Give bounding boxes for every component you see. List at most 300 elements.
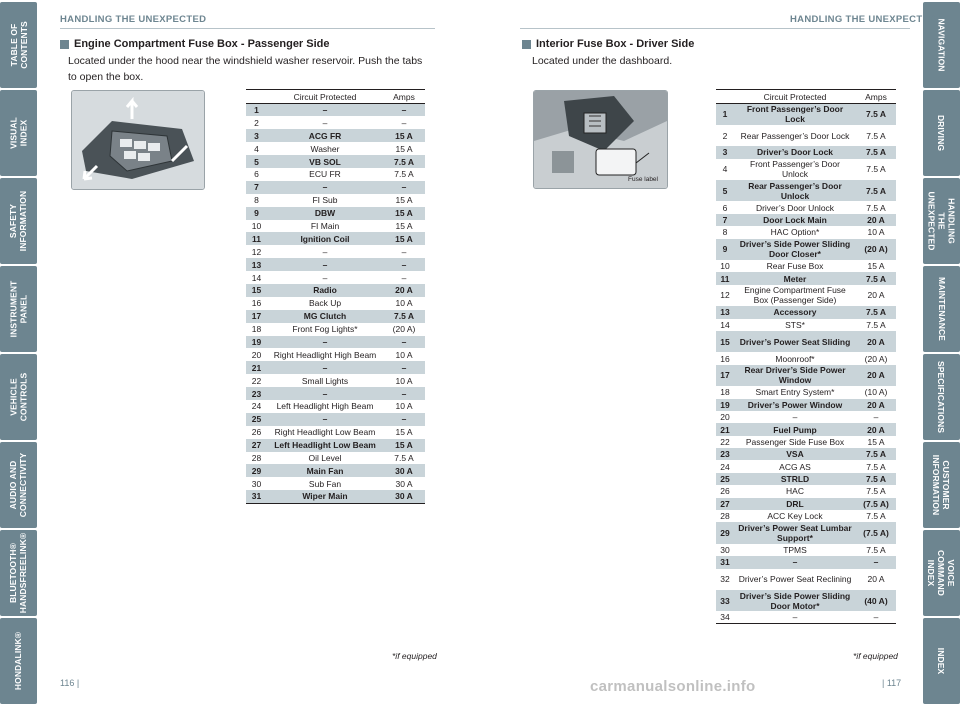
engine-fuse-box-photo bbox=[71, 90, 205, 190]
engine-fuse-table bbox=[246, 89, 425, 504]
circuit-name: MG Clutch bbox=[267, 310, 383, 323]
circuit-name: Passenger Side Fuse Box bbox=[745, 436, 845, 447]
table-row bbox=[246, 348, 425, 361]
table-row bbox=[716, 104, 896, 125]
fuse-number: 6 bbox=[722, 202, 728, 213]
circuit-name: Driver’s Side Power Sliding Door Closer* bbox=[734, 239, 856, 260]
circuit-name: Accessory bbox=[734, 306, 856, 318]
tab-safety-information[interactable]: SAFETY INFORMATION bbox=[0, 178, 37, 264]
circuit-name: – bbox=[267, 413, 383, 426]
interior-fuse-table-body bbox=[716, 104, 896, 624]
amps-value: 20 A bbox=[856, 365, 896, 386]
fuse-number: 23 bbox=[716, 448, 734, 460]
amps-value: 7.5 A bbox=[856, 146, 896, 158]
fuse-number: 29 bbox=[716, 522, 734, 543]
table-row bbox=[246, 297, 425, 310]
amps-value: 7.5 A bbox=[866, 486, 886, 497]
circuit-name: Door Lock Main bbox=[734, 214, 856, 226]
amps-value: 30 A bbox=[383, 464, 425, 477]
left-section-title bbox=[60, 38, 330, 50]
circuit-name: Driver’s Door Lock bbox=[734, 146, 856, 158]
amps-value: – bbox=[383, 413, 425, 426]
amps-value: 15 A bbox=[383, 439, 425, 452]
table-row bbox=[246, 400, 425, 413]
right-tab-strip bbox=[923, 0, 960, 703]
amps-value: 7.5 A bbox=[866, 130, 886, 141]
dashboard-fuse-illustration bbox=[534, 91, 667, 188]
fuse-number: 30 bbox=[251, 478, 262, 489]
table-row bbox=[246, 142, 425, 155]
fuse-number: 25 bbox=[246, 413, 267, 426]
left-section-title-text: Engine Compartment Fuse Box - Passenger Side bbox=[74, 38, 330, 50]
fuse-number: 4 bbox=[254, 143, 259, 154]
fuse-number: 23 bbox=[246, 387, 267, 400]
circuit-name: Driver’s Door Unlock bbox=[755, 202, 835, 213]
amps-value: (20 A) bbox=[392, 324, 416, 335]
circuit-name: Meter bbox=[734, 272, 856, 284]
amps-value: 15 A bbox=[395, 143, 413, 154]
table-row bbox=[246, 181, 425, 194]
table-row bbox=[246, 155, 425, 168]
fuse-number: 24 bbox=[720, 461, 730, 472]
circuit-name: ACC Key Lock bbox=[767, 511, 823, 522]
circuit-name: ACG AS bbox=[779, 461, 811, 472]
table-row bbox=[716, 239, 896, 260]
amps-value: 7.5 A bbox=[866, 511, 886, 522]
table-row bbox=[246, 271, 425, 284]
circuit-name: VB SOL bbox=[267, 155, 383, 168]
amps-value: 7.5 A bbox=[866, 461, 886, 472]
table-row bbox=[246, 413, 425, 426]
table-row bbox=[716, 260, 896, 272]
circuit-name: – bbox=[267, 336, 383, 349]
fuse-number: 20 bbox=[720, 412, 730, 423]
amps-value: 15 A bbox=[383, 129, 425, 142]
interior-fuse-table bbox=[716, 89, 896, 624]
table-row bbox=[716, 159, 896, 180]
circuit-name: – bbox=[267, 104, 383, 117]
tab-voice-command-index[interactable]: VOICE COMMAND INDEX bbox=[923, 530, 960, 616]
amps-value: – bbox=[383, 181, 425, 194]
table-row bbox=[246, 220, 425, 233]
circuit-name: Sub Fan bbox=[308, 478, 342, 489]
circuit-name: HAC Option* bbox=[770, 227, 820, 238]
table-row bbox=[716, 498, 896, 510]
fuse-number: 4 bbox=[722, 164, 728, 175]
table-row bbox=[716, 399, 896, 411]
circuit-name: Right Headlight Low Beam bbox=[274, 427, 376, 438]
table-row bbox=[716, 436, 896, 448]
table-row bbox=[246, 258, 425, 271]
circuit-name: Rear Fuse Box bbox=[766, 261, 824, 272]
fuse-number: 22 bbox=[251, 375, 262, 386]
tab-vehicle-controls[interactable]: VEHICLE CONTROLS bbox=[0, 354, 37, 440]
amps-value: 30 A bbox=[383, 490, 425, 503]
table-row bbox=[246, 477, 425, 490]
circuit-name: – bbox=[322, 246, 328, 257]
section-bullet-icon bbox=[60, 40, 69, 49]
circuit-name: FI Main bbox=[310, 220, 340, 231]
tab-navigation[interactable]: NAVIGATION bbox=[923, 2, 960, 88]
fuse-number: 29 bbox=[246, 464, 267, 477]
circuit-name: – bbox=[734, 611, 856, 623]
circuit-name: Main Fan bbox=[267, 464, 383, 477]
table-row bbox=[716, 180, 896, 201]
amps-value: 7.5 A bbox=[866, 164, 886, 175]
fuse-number: 26 bbox=[720, 486, 730, 497]
fuse-number: 3 bbox=[246, 129, 267, 142]
circuit-name: Driver’s Power Seat Sliding bbox=[734, 331, 856, 352]
fuse-number: 18 bbox=[251, 324, 262, 335]
amps-value: (20 A) bbox=[864, 353, 888, 364]
amps-value: (7.5 A) bbox=[856, 498, 896, 510]
fuse-number: 15 bbox=[716, 331, 734, 352]
circuit-name: Rear Passenger’s Door Lock bbox=[740, 130, 850, 141]
table-row bbox=[246, 464, 425, 477]
engine-fuse-table-body bbox=[246, 104, 425, 504]
amps-value: – bbox=[383, 336, 425, 349]
circuit-name: Fuel Pump bbox=[734, 423, 856, 435]
engine-fuse-box-illustration bbox=[72, 91, 204, 189]
amps-value: – bbox=[401, 246, 407, 257]
circuit-name: Driver’s Power Window bbox=[734, 399, 856, 411]
fuse-number: 18 bbox=[720, 387, 730, 398]
table-header-row bbox=[246, 90, 425, 104]
table-row bbox=[246, 426, 425, 439]
amps-value: 7.5 A bbox=[383, 155, 425, 168]
right-paragraph: Located under the dashboard. bbox=[532, 55, 673, 67]
left-paragraph: Located under the hood near the windshield washer reservoir. Push the tabs to open the box. bbox=[68, 55, 423, 83]
tab-index[interactable]: INDEX bbox=[923, 618, 960, 704]
fuse-number: 17 bbox=[716, 365, 734, 386]
fuse-number: 25 bbox=[716, 473, 734, 485]
amps-value: 7.5 A bbox=[856, 104, 896, 125]
circuit-name: – bbox=[267, 181, 383, 194]
fuse-number: 15 bbox=[246, 284, 267, 297]
tab-handling-the-unexpected[interactable]: HANDLING THE UNEXPECTED bbox=[923, 178, 960, 264]
dashboard-fuse-photo bbox=[533, 90, 668, 189]
amps-value: 7.5 A bbox=[856, 448, 896, 460]
left-tab-strip bbox=[0, 0, 37, 703]
table-row bbox=[246, 374, 425, 387]
fuse-number: 19 bbox=[246, 336, 267, 349]
amps-value: 7.5 A bbox=[856, 180, 896, 201]
circuit-name: TPMS bbox=[783, 545, 807, 556]
table-row bbox=[716, 226, 896, 238]
amps-value: – bbox=[383, 361, 425, 374]
circuit-name: Moonroof* bbox=[775, 353, 815, 364]
tab-instrument-panel[interactable]: INSTRUMENT PANEL bbox=[0, 266, 37, 352]
amps-value: 20 A bbox=[856, 331, 896, 352]
fuse-number: 22 bbox=[720, 436, 730, 447]
right-header-rule bbox=[520, 28, 910, 29]
circuit-name: – bbox=[322, 117, 328, 128]
amps-value: – bbox=[873, 412, 879, 423]
fuse-number: 19 bbox=[716, 399, 734, 411]
right-footnote: *if equipped bbox=[853, 651, 898, 661]
amps-value: 15 A bbox=[867, 261, 885, 272]
amps-value: (7.5 A) bbox=[856, 522, 896, 543]
amps-value: (40 A) bbox=[856, 590, 896, 611]
table-row bbox=[716, 146, 896, 158]
circuit-name: FI Sub bbox=[312, 195, 338, 206]
table-row bbox=[716, 590, 896, 611]
amps-value: – bbox=[856, 556, 896, 568]
fuse-number: 20 bbox=[251, 349, 262, 360]
tab-customer-information[interactable]: CUSTOMER INFORMATION bbox=[923, 442, 960, 528]
table-row bbox=[246, 336, 425, 349]
circuit-name: Front Fog Lights* bbox=[292, 324, 358, 335]
amps-value: 20 A bbox=[867, 574, 885, 585]
left-page-number: 116 | bbox=[60, 678, 80, 688]
fuse-number: 2 bbox=[722, 130, 728, 141]
fuse-number: 1 bbox=[716, 104, 734, 125]
amps-value: 20 A bbox=[856, 214, 896, 226]
amps-value: 20 A bbox=[856, 423, 896, 435]
amps-value: 15 A bbox=[383, 232, 425, 245]
table-row bbox=[246, 129, 425, 142]
amps-value: 20 A bbox=[856, 399, 896, 411]
circuit-name: – bbox=[267, 361, 383, 374]
table-row bbox=[246, 284, 425, 297]
left-header-rule bbox=[60, 28, 435, 29]
right-page-header: HANDLING THE UNEXPECTED bbox=[790, 14, 937, 25]
fuse-number: 27 bbox=[716, 498, 734, 510]
circuit-name: Driver’s Power Seat Reclining bbox=[738, 574, 852, 585]
fuse-number: 6 bbox=[254, 169, 259, 180]
circuit-name: Washer bbox=[310, 143, 340, 154]
table-row bbox=[246, 232, 425, 245]
table-row bbox=[716, 485, 896, 497]
table-row bbox=[716, 272, 896, 284]
fuse-number: 11 bbox=[716, 272, 734, 284]
tab-specifications[interactable]: SPECIFICATIONS bbox=[923, 354, 960, 440]
col-header-amps: Amps bbox=[856, 90, 896, 104]
fuse-number: 2 bbox=[254, 117, 259, 128]
circuit-name: ACG FR bbox=[267, 129, 383, 142]
table-row bbox=[716, 331, 896, 352]
table-row bbox=[246, 168, 425, 181]
table-header-row bbox=[716, 90, 896, 104]
table-row bbox=[716, 448, 896, 460]
circuit-name: Smart Entry System* bbox=[755, 387, 835, 398]
amps-value: (20 A) bbox=[856, 239, 896, 260]
fuse-number: 33 bbox=[716, 590, 734, 611]
right-section-title bbox=[522, 38, 694, 50]
amps-value: – bbox=[383, 258, 425, 271]
circuit-name: – bbox=[322, 272, 328, 283]
tab-driving[interactable]: DRIVING bbox=[923, 90, 960, 176]
circuit-name: VSA bbox=[734, 448, 856, 460]
fuse-number: 16 bbox=[251, 298, 262, 309]
fuse-number: 10 bbox=[720, 261, 730, 272]
fuse-number: 27 bbox=[246, 439, 267, 452]
left-page-header: HANDLING THE UNEXPECTED bbox=[60, 14, 207, 25]
tab-maintenance[interactable]: MAINTENANCE bbox=[923, 266, 960, 352]
table-row bbox=[246, 323, 425, 336]
amps-value: 15 A bbox=[395, 195, 413, 206]
table-row bbox=[246, 245, 425, 258]
table-row bbox=[716, 510, 896, 522]
fuse-number: 17 bbox=[246, 310, 267, 323]
circuit-name: Engine Compartment Fuse Box (Passenger Side) bbox=[744, 285, 846, 306]
amps-value: 10 A bbox=[395, 349, 413, 360]
amps-value: 20 A bbox=[867, 290, 885, 301]
tab-table-of-contents[interactable]: TABLE OF CONTENTS bbox=[0, 2, 37, 88]
right-page-number: | 117 bbox=[882, 678, 902, 688]
fuse-number: 9 bbox=[716, 239, 734, 260]
right-section-title-text: Interior Fuse Box - Driver Side bbox=[536, 38, 695, 50]
table-row bbox=[716, 386, 896, 398]
fuse-number: 5 bbox=[716, 180, 734, 201]
fuse-number: 16 bbox=[720, 353, 730, 364]
table-row bbox=[246, 361, 425, 374]
tab-visual-index[interactable]: VISUAL INDEX bbox=[0, 90, 37, 176]
amps-value: – bbox=[383, 387, 425, 400]
amps-value: 7.5 A bbox=[866, 202, 886, 213]
fuse-number: 14 bbox=[251, 272, 262, 283]
amps-value: 7.5 A bbox=[866, 545, 886, 556]
table-row bbox=[716, 352, 896, 364]
circuit-name: Driver’s Side Power Sliding Door Motor* bbox=[734, 590, 856, 611]
table-row bbox=[716, 460, 896, 472]
fuse-number: 34 bbox=[716, 611, 734, 623]
watermark: carmanualsonline.info bbox=[590, 678, 756, 695]
fuse-number: 13 bbox=[246, 258, 267, 271]
col-header-number bbox=[716, 90, 734, 104]
table-row bbox=[716, 365, 896, 386]
circuit-name: STS* bbox=[785, 319, 805, 330]
amps-value: 7.5 A bbox=[856, 272, 896, 284]
circuit-name: Left Headlight Low Beam bbox=[267, 439, 383, 452]
circuit-name: Small Lights bbox=[301, 375, 349, 386]
fuse-number: 12 bbox=[251, 246, 262, 257]
table-row bbox=[716, 522, 896, 543]
fuse-number: 24 bbox=[251, 401, 262, 412]
amps-value: 7.5 A bbox=[383, 310, 425, 323]
fuse-number: 10 bbox=[251, 220, 262, 231]
table-row bbox=[246, 116, 425, 129]
circuit-name: – bbox=[734, 556, 856, 568]
circuit-name: DBW bbox=[267, 207, 383, 220]
section-bullet-icon bbox=[522, 40, 531, 49]
fuse-number: 9 bbox=[246, 207, 267, 220]
table-row bbox=[716, 125, 896, 146]
table-row bbox=[246, 194, 425, 207]
col-header-number bbox=[246, 90, 267, 104]
circuit-name: – bbox=[792, 412, 798, 423]
amps-value: 10 A bbox=[867, 227, 885, 238]
fuse-number: 13 bbox=[716, 306, 734, 318]
fuse-number: 26 bbox=[251, 427, 262, 438]
fuse-number: 21 bbox=[716, 423, 734, 435]
table-row bbox=[246, 439, 425, 452]
circuit-name: – bbox=[267, 387, 383, 400]
table-row bbox=[246, 207, 425, 220]
amps-value: 15 A bbox=[383, 207, 425, 220]
amps-value: 7.5 A bbox=[856, 306, 896, 318]
circuit-name: Radio bbox=[267, 284, 383, 297]
table-row bbox=[716, 319, 896, 331]
col-header-circuit: Circuit Protected bbox=[267, 90, 383, 104]
table-row bbox=[246, 104, 425, 117]
col-header-circuit: Circuit Protected bbox=[734, 90, 856, 104]
fuse-number: 28 bbox=[251, 452, 262, 463]
circuit-name: Driver’s Power Seat Lumbar Support* bbox=[734, 522, 856, 543]
fuse-number: 7 bbox=[246, 181, 267, 194]
fuse-number: 7 bbox=[716, 214, 734, 226]
fuse-number: 32 bbox=[720, 574, 730, 585]
fuse-number: 21 bbox=[246, 361, 267, 374]
tab-hondalink[interactable]: HONDALINK® bbox=[0, 618, 37, 704]
circuit-name: HAC bbox=[786, 486, 804, 497]
table-row bbox=[716, 214, 896, 226]
circuit-name: ECU FR bbox=[309, 169, 341, 180]
amps-value: – bbox=[401, 272, 407, 283]
fuse-number: 1 bbox=[246, 104, 267, 117]
fuse-number: 31 bbox=[716, 556, 734, 568]
table-row bbox=[716, 285, 896, 306]
fuse-number: 8 bbox=[254, 195, 259, 206]
circuit-name: Right Headlight High Beam bbox=[273, 349, 377, 360]
table-row bbox=[716, 473, 896, 485]
table-row bbox=[246, 387, 425, 400]
amps-value: 15 A bbox=[395, 427, 413, 438]
amps-value: 7.5 A bbox=[394, 452, 414, 463]
circuit-name: DRL bbox=[734, 498, 856, 510]
circuit-name: Wiper Main bbox=[267, 490, 383, 503]
table-row bbox=[716, 544, 896, 556]
circuit-name: Ignition Coil bbox=[267, 232, 383, 245]
fuse-label-caption: Fuse label bbox=[628, 176, 658, 183]
table-row bbox=[246, 490, 425, 503]
circuit-name: Oil Level bbox=[308, 452, 342, 463]
table-row bbox=[716, 569, 896, 590]
fuse-number: 11 bbox=[246, 232, 267, 245]
circuit-name: Rear Driver’s Side Power Window bbox=[734, 365, 856, 386]
amps-value: 10 A bbox=[395, 298, 413, 309]
amps-value: (10 A) bbox=[864, 387, 888, 398]
tab-bluetooth-handsfreelink[interactable]: BLUETOOTH® HANDSFREELINK® bbox=[0, 530, 37, 616]
amps-value: 7.5 A bbox=[866, 319, 886, 330]
amps-value: 10 A bbox=[395, 401, 413, 412]
circuit-name: STRLD bbox=[734, 473, 856, 485]
amps-value: 7.5 A bbox=[394, 169, 414, 180]
col-header-amps: Amps bbox=[383, 90, 425, 104]
fuse-number: 28 bbox=[720, 511, 730, 522]
left-footnote: *if equipped bbox=[392, 651, 437, 661]
amps-value: 15 A bbox=[867, 436, 885, 447]
table-row bbox=[246, 310, 425, 323]
circuit-name: Rear Passenger’s Door Unlock bbox=[734, 180, 856, 201]
table-row bbox=[246, 452, 425, 465]
amps-value: – bbox=[856, 611, 896, 623]
circuit-name: – bbox=[267, 258, 383, 271]
fuse-number: 14 bbox=[720, 319, 730, 330]
amps-value: – bbox=[401, 117, 407, 128]
circuit-name: Front Passenger’s Door Unlock bbox=[750, 159, 840, 180]
fuse-number: 5 bbox=[246, 155, 267, 168]
fuse-number: 3 bbox=[716, 146, 734, 158]
table-row bbox=[716, 201, 896, 213]
amps-value: 15 A bbox=[395, 220, 413, 231]
tab-audio-connectivity[interactable]: AUDIO AND CONNECTIVITY bbox=[0, 442, 37, 528]
table-row bbox=[716, 411, 896, 423]
fuse-number: 8 bbox=[722, 227, 728, 238]
amps-value: – bbox=[383, 104, 425, 117]
table-row bbox=[716, 423, 896, 435]
fuse-number: 31 bbox=[246, 490, 267, 503]
